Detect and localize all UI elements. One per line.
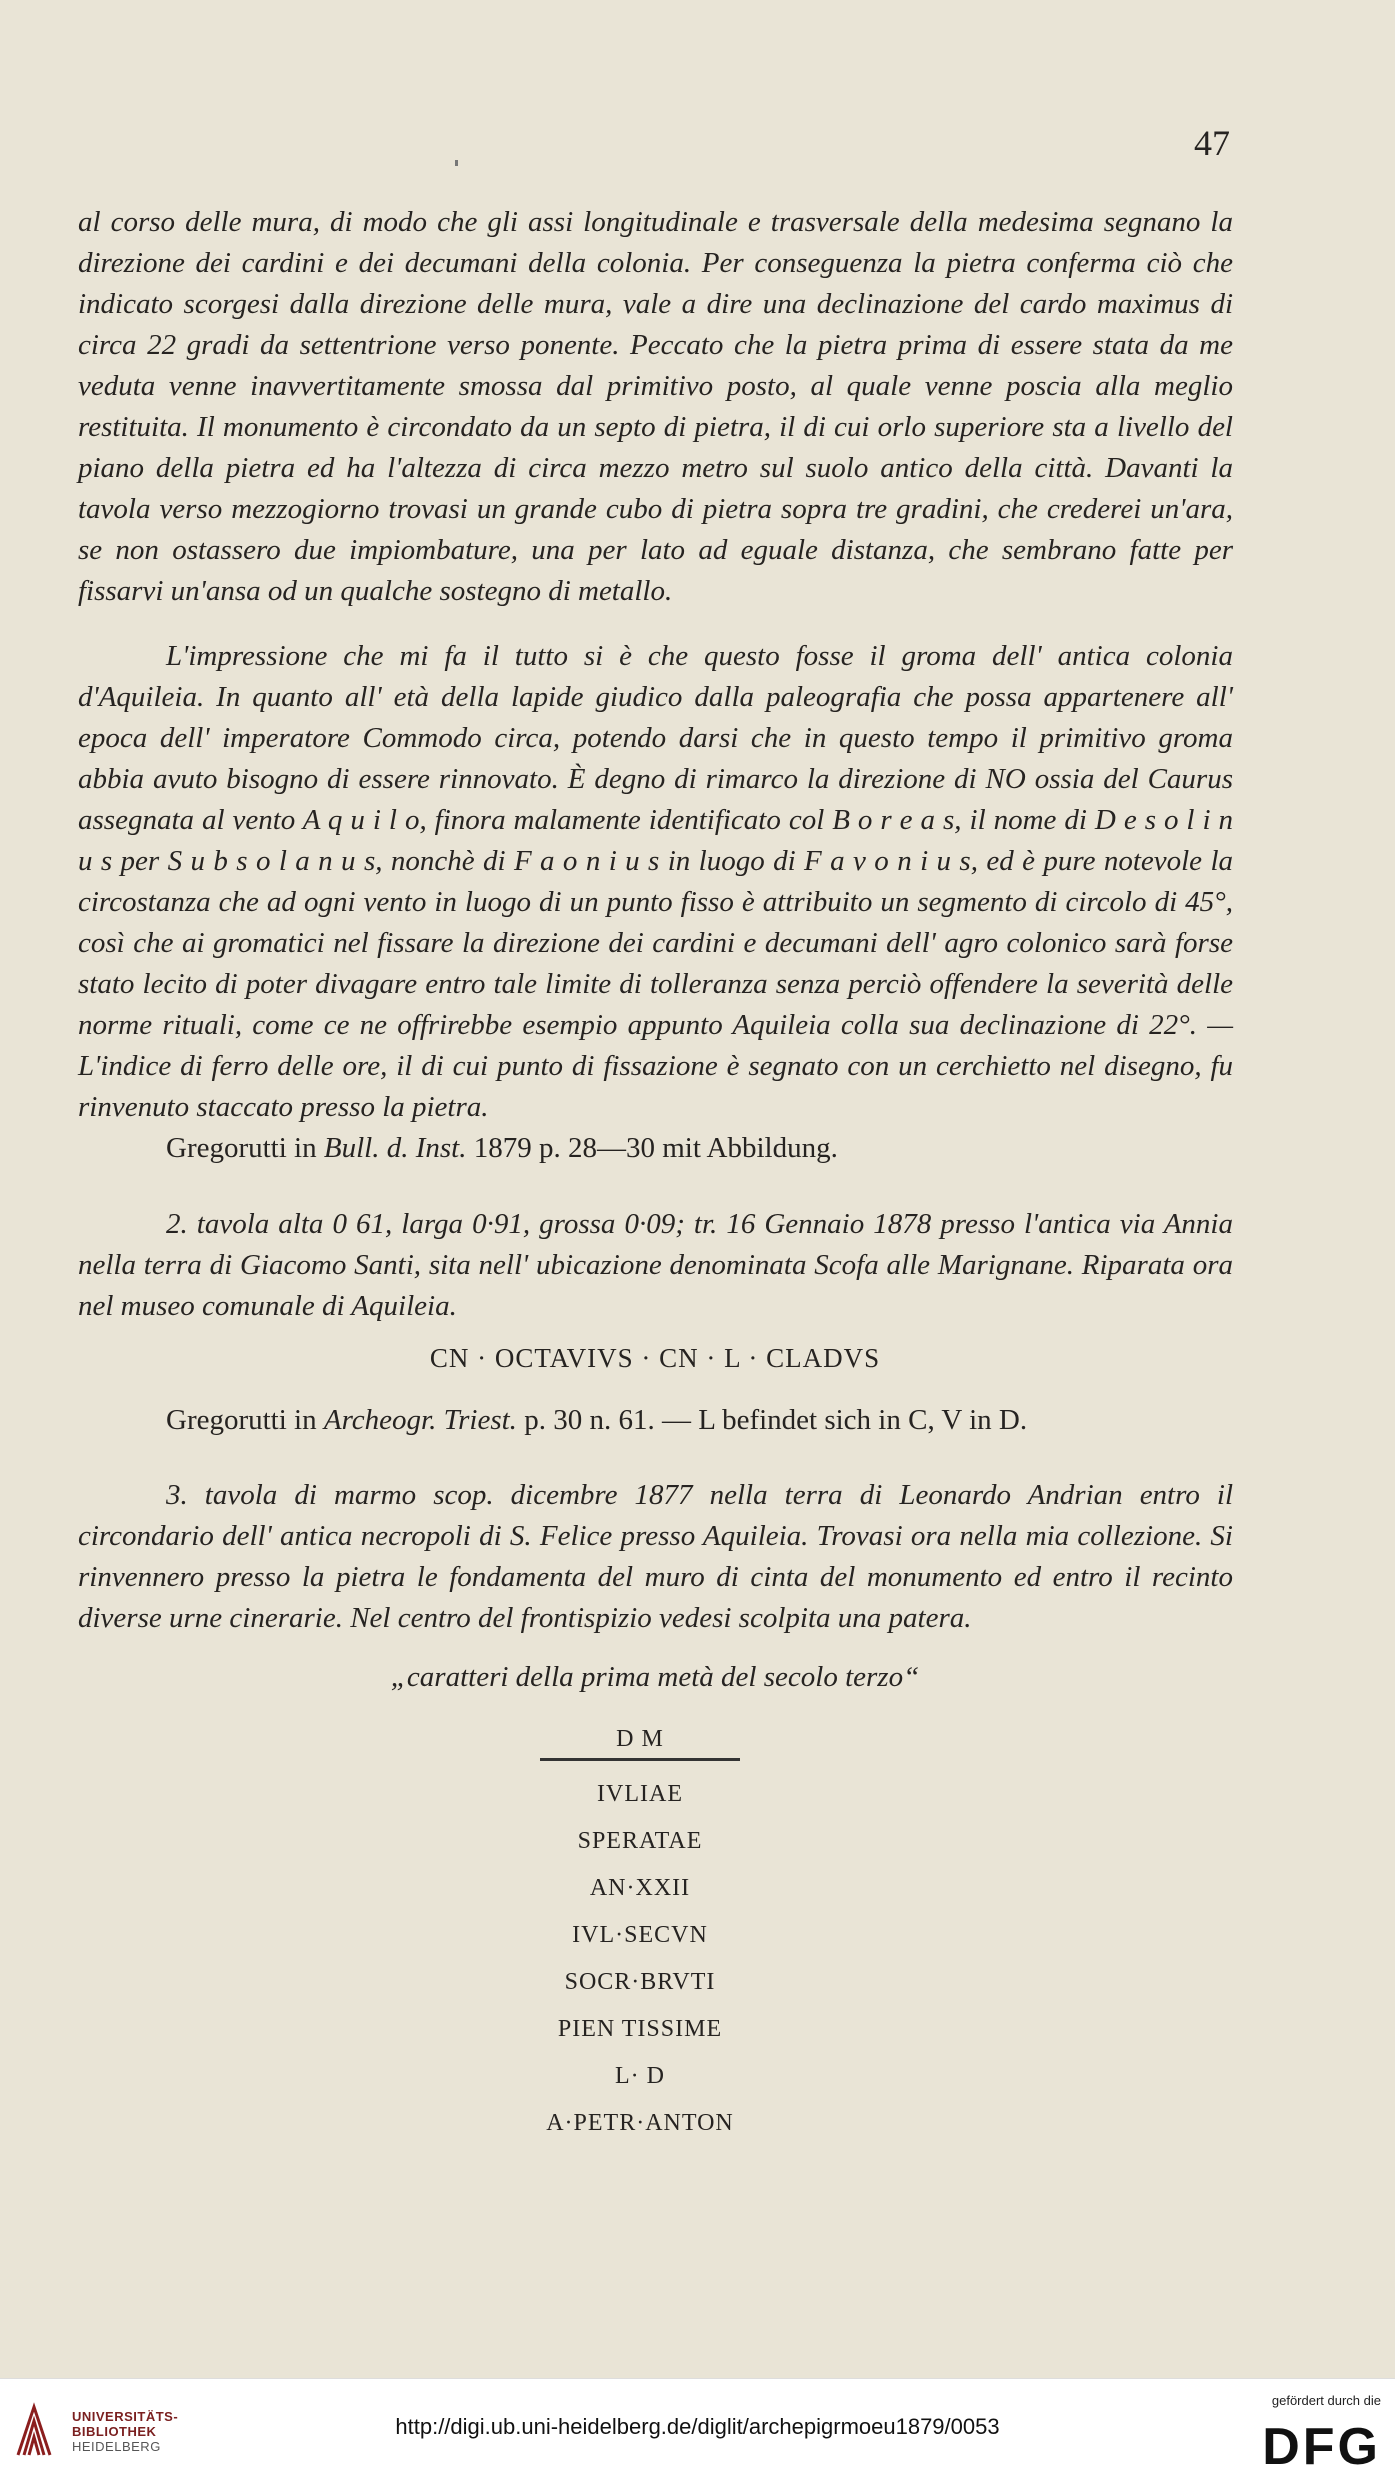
library-name-line: UNIVERSITÄTS-: [72, 2409, 179, 2424]
inscription-line: D M: [540, 1720, 740, 1761]
support-label: gefördert durch die: [1271, 2393, 1381, 2408]
inscription-line: IVL·SECVN: [572, 1922, 708, 1948]
library-name-line: HEIDELBERG: [72, 2439, 161, 2454]
reference-archeografo: [78, 1400, 1233, 1441]
reference-prefix: Gregorutti in: [166, 1132, 324, 1164]
entry-2-description: [78, 1204, 1233, 1327]
paragraph-text: L'impressione che mi fa il tutto si è che questo fosse il groma dell' antica colonia d'Aquileia. In quanto all' età della lapide giudico dalla paleografia che possa appartenere all' epoca dell' imperatore Commodo circa, potendo darsi che in questo tempo il primitivo groma abbia avuto bisogno di essere rinnovato. È degno di rimarco la direzione di NO ossia del Caurus assegnata al vento A q u i l o, finora malamente identificato col B o r e a s, il nome di D e s o l i n u s per S u b s o l a n u s, nonchè di F a o n i u s in luogo di F a v o n i u s, ed è pure notevole la circostanza che ad ogni vento in luogo di un punto fisso è attribuito un segmento di circolo di 45°, così che ai gromatici nel fissare la direzione dei cardini e decumani dell' agro colonico sarà forse stato lecito di poter divagare entro tale limite di tolleranza senza perciò offendere la severità delle norme rituali, come ce ne offrirebbe esempio appunto Aquileia colla sua declinazione di 22°. — L'indice di ferro delle ore, il di cui punto di fissazione è segnato con un cerchietto nel disegno, fu rinvenuto staccato presso la pietra.: [78, 640, 1233, 1123]
palaeography-quote: „caratteri della prima metà del secolo terzo“: [390, 1661, 920, 1693]
reference-title: Bull. d. Inst.: [323, 1132, 467, 1164]
footer-bar: [0, 2378, 1395, 2479]
inscription-line: SPERATAE: [577, 1828, 703, 1854]
reference-title: Archeogr. Triest.: [323, 1404, 517, 1436]
library-name-line: BIBLIOTHEK: [72, 2424, 157, 2439]
inscription-iulia-sperata: [540, 1720, 740, 2147]
inscription-line: A·PETR·ANTON: [546, 2110, 734, 2136]
page-number: 47: [1194, 123, 1230, 163]
paragraph-continuation: [78, 202, 1233, 612]
permalink-url[interactable]: http://digi.ub.uni-heidelberg.de/diglit/archepigrmoeu1879/0053: [395, 2414, 1000, 2439]
inscription-octavius: CN · OCTAVIVS · CN · L · CLADVS: [429, 1343, 881, 1373]
paragraph-groma: [78, 636, 1233, 1169]
reference-line: [78, 1128, 1233, 1169]
reference-suffix: p. 30 n. 61. — L befindet sich in C, V in D.: [516, 1404, 1028, 1436]
reference-prefix: Gregorutti in: [166, 1404, 324, 1436]
scan-speck: [455, 160, 458, 166]
dfg-logo: DFG: [1262, 2418, 1381, 2476]
paragraph-text: 3. tavola di marmo scop. dicembre 1877 nella terra di Leonardo Andrian entro il circondario dell' antica necropoli di S. Felice presso Aquileia. Trovasi ora nella mia collezione. Si rinvennero presso la pietra le fondamenta del muro di cinta del monumento ed entro il recinto diverse urne cinerarie. Nel centro del frontispizio vedesi scolpita una patera.: [78, 1479, 1233, 1634]
inscription-line: L· D: [615, 2063, 665, 2089]
inscription-line: IVLIAE: [597, 1781, 683, 1807]
entry-3-description: [78, 1475, 1233, 1639]
inscription-line: SOCR·BRVTI: [564, 1969, 716, 1995]
inscription-line: AN·XXII: [589, 1875, 691, 1901]
reference-suffix: 1879 p. 28—30 mit Abbildung.: [466, 1132, 838, 1164]
paragraph-text: al corso delle mura, di modo che gli assi longitudinale e trasversale della medesima segnano la direzione dei cardini e dei decumani della colonia. Per conseguenza la pietra conferma ciò che indicato scorgesi dalla direzione delle mura, vale a dire una declinazione del cardo maximus di circa 22 gradi da settentrione verso ponente. Peccato che la pietra prima di essere stata da me veduta venne inavvertitamente smossa dal primitivo posto, al quale venne poscia alla meglio restituita. Il monumento è circondato da un septo di pietra, il di cui orlo superiore sta a livello del piano della pietra ed ha l'altezza di circa mezzo metro sul suolo antico della città. Davanti la tavola verso mezzogiorno trovasi un grande cubo di pietra sopra tre gradini, che crederei un'ara, se non ostassero due impiombature, una per lato ad eguale distanza, che sembrano fatte per fissarvi un'ansa od un qualche sostegno di metallo.: [78, 206, 1233, 607]
paragraph-text: 2. tavola alta 0 61, larga 0·91, grossa 0·09; tr. 16 Gennaio 1878 presso l'antica via Annia nella terra di Giacomo Santi, sita nell' ubicazione denominata Scofa alle Marignane. Riparata ora nel museo comunale di Aquileia.: [78, 1208, 1233, 1322]
inscription-line: PIEN TISSIME: [557, 2016, 723, 2042]
